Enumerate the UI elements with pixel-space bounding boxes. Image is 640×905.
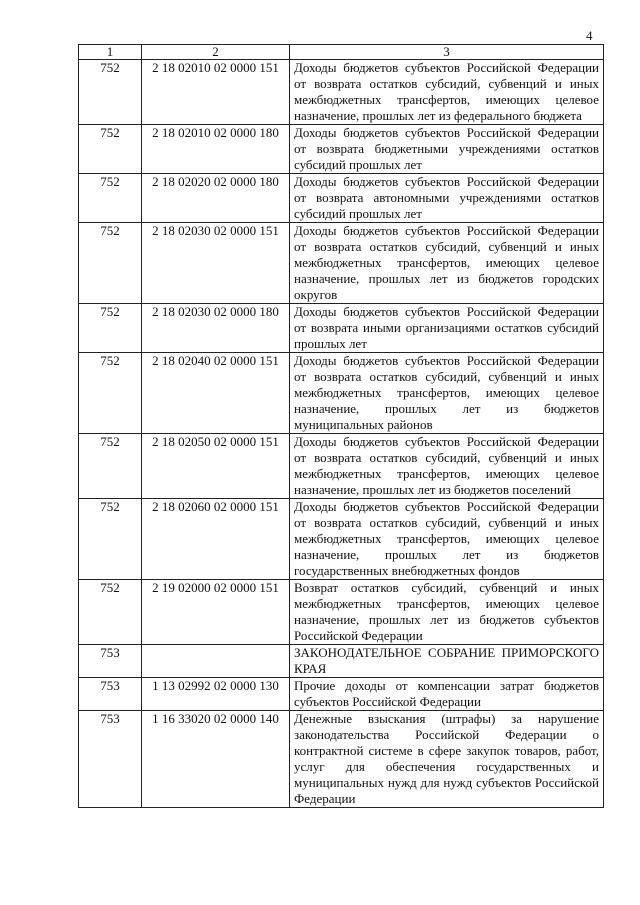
admin-code-cell: 752 <box>79 353 142 434</box>
table-row <box>79 580 604 645</box>
table-row <box>79 60 604 125</box>
revenue-name-cell: Прочие доходы от компенсации затрат бюджетов субъектов Российской Федерации <box>290 678 604 711</box>
admin-code-cell: 752 <box>79 60 142 125</box>
revenue-code-cell: 2 18 02020 02 0000 180 <box>142 174 290 223</box>
table-row <box>79 174 604 223</box>
revenue-code-cell: 2 18 02010 02 0000 151 <box>142 60 290 125</box>
table-row <box>79 434 604 499</box>
revenue-code-cell: 2 18 02030 02 0000 180 <box>142 304 290 353</box>
table-row-section-heading <box>79 645 604 678</box>
revenue-code-cell: 2 18 02010 02 0000 180 <box>142 125 290 174</box>
revenue-code-cell: 1 13 02992 02 0000 130 <box>142 678 290 711</box>
column-header-2: 2 <box>142 45 290 60</box>
table-row <box>79 678 604 711</box>
table-row <box>79 223 604 304</box>
admin-code-cell: 752 <box>79 304 142 353</box>
revenue-name-cell: Доходы бюджетов субъектов Российской Федерации от возврата автономными учреждениями остатков субсидий прошлых лет <box>290 174 604 223</box>
revenue-name-cell: Доходы бюджетов субъектов Российской Федерации от возврата остатков субсидий, субвенций и иных межбюджетных трансфертов, имеющих целевое назначение, прошлых лет из бюджетов муниципальных районов <box>290 353 604 434</box>
table-row <box>79 125 604 174</box>
table-row <box>79 711 604 808</box>
table-row <box>79 353 604 434</box>
revenue-code-cell: 2 18 02050 02 0000 151 <box>142 434 290 499</box>
admin-code-cell: 753 <box>79 645 142 678</box>
revenue-name-cell: Возврат остатков субсидий, субвенций и иных межбюджетных трансфертов, имеющих целевое назначение, прошлых лет из бюджетов субъектов Российской Федерации <box>290 580 604 645</box>
column-header-1: 1 <box>79 45 142 60</box>
revenue-code-cell: 2 18 02060 02 0000 151 <box>142 499 290 580</box>
revenue-name-cell: Доходы бюджетов субъектов Российской Федерации от возврата остатков субсидий, субвенций и иных межбюджетных трансфертов, имеющих целевое назначение, прошлых лет из бюджетов государственных внебюджетных фондов <box>290 499 604 580</box>
administrator-name-heading: ЗАКОНОДАТЕЛЬНОЕ СОБРАНИЕ ПРИМОРСКОГО КРАЯ <box>290 645 604 678</box>
revenue-name-cell: Доходы бюджетов субъектов Российской Федерации от возврата остатков субсидий, субвенций и иных межбюджетных трансфертов, имеющих целевое назначение, прошлых лет из федерального бюджета <box>290 60 604 125</box>
admin-code-cell: 752 <box>79 499 142 580</box>
revenue-name-cell: Денежные взыскания (штрафы) за нарушение законодательства Российской Федерации о контрактной системе в сфере закупок товаров, работ, услуг для обеспечения государственных и муниципальных нужд для нужд субъектов Российской Федерации <box>290 711 604 808</box>
table-header-row <box>79 45 604 60</box>
revenue-name-cell: Доходы бюджетов субъектов Российской Федерации от возврата остатков субсидий, субвенций и иных межбюджетных трансфертов, имеющих целевое назначение, прошлых лет из бюджетов городских округов <box>290 223 604 304</box>
revenue-name-cell: Доходы бюджетов субъектов Российской Федерации от возврата остатков субсидий, субвенций и иных межбюджетных трансфертов, имеющих целевое назначение, прошлых лет из бюджетов поселений <box>290 434 604 499</box>
column-header-3: 3 <box>290 45 604 60</box>
revenue-code-cell: 2 18 02030 02 0000 151 <box>142 223 290 304</box>
table-row <box>79 499 604 580</box>
admin-code-cell: 752 <box>79 174 142 223</box>
revenue-name-cell: Доходы бюджетов субъектов Российской Федерации от возврата бюджетными учреждениями остатков субсидий прошлых лет <box>290 125 604 174</box>
revenue-code-cell <box>142 645 290 678</box>
admin-code-cell: 752 <box>79 434 142 499</box>
revenue-codes-table <box>78 44 604 808</box>
table-row <box>79 304 604 353</box>
revenue-code-cell: 2 19 02000 02 0000 151 <box>142 580 290 645</box>
revenue-code-cell: 2 18 02040 02 0000 151 <box>142 353 290 434</box>
revenue-code-cell: 1 16 33020 02 0000 140 <box>142 711 290 808</box>
admin-code-cell: 753 <box>79 678 142 711</box>
admin-code-cell: 752 <box>79 125 142 174</box>
admin-code-cell: 752 <box>79 580 142 645</box>
admin-code-cell: 752 <box>79 223 142 304</box>
admin-code-cell: 753 <box>79 711 142 808</box>
page-number: 4 <box>586 28 593 43</box>
revenue-name-cell: Доходы бюджетов субъектов Российской Федерации от возврата иными организациями остатков субсидий прошлых лет <box>290 304 604 353</box>
